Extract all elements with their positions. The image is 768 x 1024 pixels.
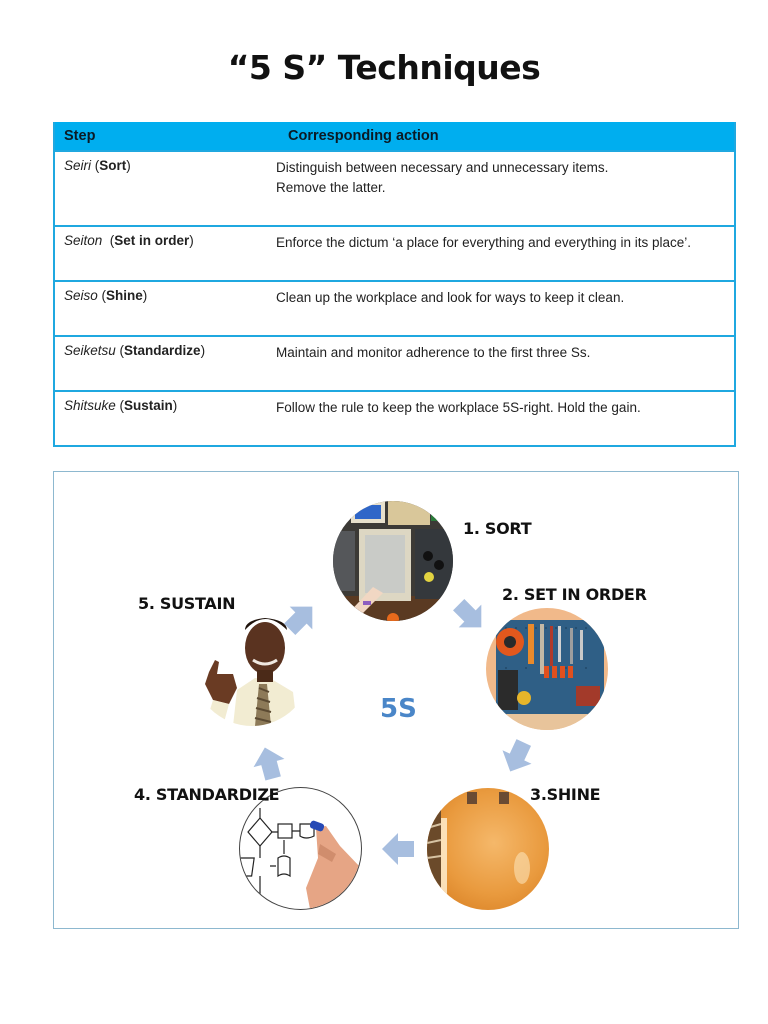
action-cell	[276, 158, 608, 198]
table-row	[55, 150, 734, 225]
five-s-cycle-diagram	[53, 471, 739, 929]
table-row	[55, 390, 734, 445]
separator: )	[200, 343, 206, 358]
step-label-sustain: 5. SUSTAIN	[138, 594, 236, 613]
step-label-standardize: 4. STANDARDIZE	[134, 785, 280, 804]
separator: (	[115, 343, 125, 358]
step-cell	[64, 398, 177, 413]
action-cell	[276, 343, 590, 363]
polished-wood-image-icon	[427, 788, 549, 910]
table-header	[55, 122, 734, 150]
english-term: Set in order	[114, 233, 190, 248]
standardize-photo	[239, 787, 362, 910]
step-label-set-in-order: 2. SET IN ORDER	[502, 585, 647, 604]
five-s-table	[53, 122, 736, 447]
action-cell	[276, 288, 624, 308]
action-line: Maintain and monitor adherence to the first three Ss.	[276, 345, 591, 360]
japanese-term: Seiso	[64, 288, 98, 303]
action-cell	[276, 233, 691, 253]
arrow-sustain-to-sort-icon	[281, 598, 321, 638]
separator: (	[102, 233, 115, 248]
action-line: Clean up the workplace and look for ways to keep it clean.	[276, 290, 625, 305]
japanese-term: Seiton	[64, 233, 103, 248]
step-cell	[64, 288, 147, 303]
action-line: Follow the rule to keep the workplace 5S-right. Hold the gain.	[276, 400, 641, 415]
separator: (	[91, 158, 100, 173]
table-row	[55, 225, 734, 280]
separator: )	[172, 398, 178, 413]
separator: )	[142, 288, 148, 303]
shine-photo	[427, 788, 549, 910]
action-line: Remove the latter.	[276, 180, 386, 195]
step-cell	[64, 233, 194, 248]
center-5s-label: 5S	[380, 694, 417, 724]
separator: )	[126, 158, 131, 173]
action-line: Distinguish between necessary and unnecessary items.	[276, 160, 609, 175]
japanese-term: Seiri	[64, 158, 92, 173]
table-row	[55, 280, 734, 335]
arrow-shine-to-standardize-icon	[378, 829, 418, 869]
page-title: “5 S” Techniques	[227, 48, 541, 87]
flowchart-drawing-image-icon	[240, 788, 361, 909]
arrow-sort-to-set-in-order-icon	[450, 596, 490, 636]
header-action: Corresponding action	[288, 128, 439, 144]
action-line: Enforce the dictum ‘a place for everything and everything in its place’.	[276, 235, 691, 250]
japanese-term: Seiketsu	[64, 343, 116, 358]
separator: (	[115, 398, 125, 413]
sort-photo	[333, 501, 453, 621]
step-label-shine: 3.SHINE	[530, 785, 601, 804]
english-term: Sustain	[124, 398, 173, 413]
arrow-standardize-to-sustain-icon	[249, 743, 289, 783]
english-term: Standardize	[124, 343, 201, 358]
tool-pegboard-image-icon	[486, 608, 608, 730]
step-label-sort: 1. SORT	[463, 519, 532, 538]
arrow-set-in-order-to-shine-icon	[497, 737, 537, 777]
separator: )	[189, 233, 194, 248]
separator: (	[97, 288, 107, 303]
english-term: Shine	[106, 288, 143, 303]
step-cell	[64, 343, 205, 358]
set-in-order-photo	[486, 608, 608, 730]
action-cell	[276, 398, 641, 418]
english-term: Sort	[99, 158, 127, 173]
sorting-bins-image-icon	[333, 501, 453, 621]
step-cell	[64, 158, 131, 173]
header-step: Step	[64, 128, 96, 144]
japanese-term: Shitsuke	[64, 398, 116, 413]
table-row	[55, 335, 734, 390]
